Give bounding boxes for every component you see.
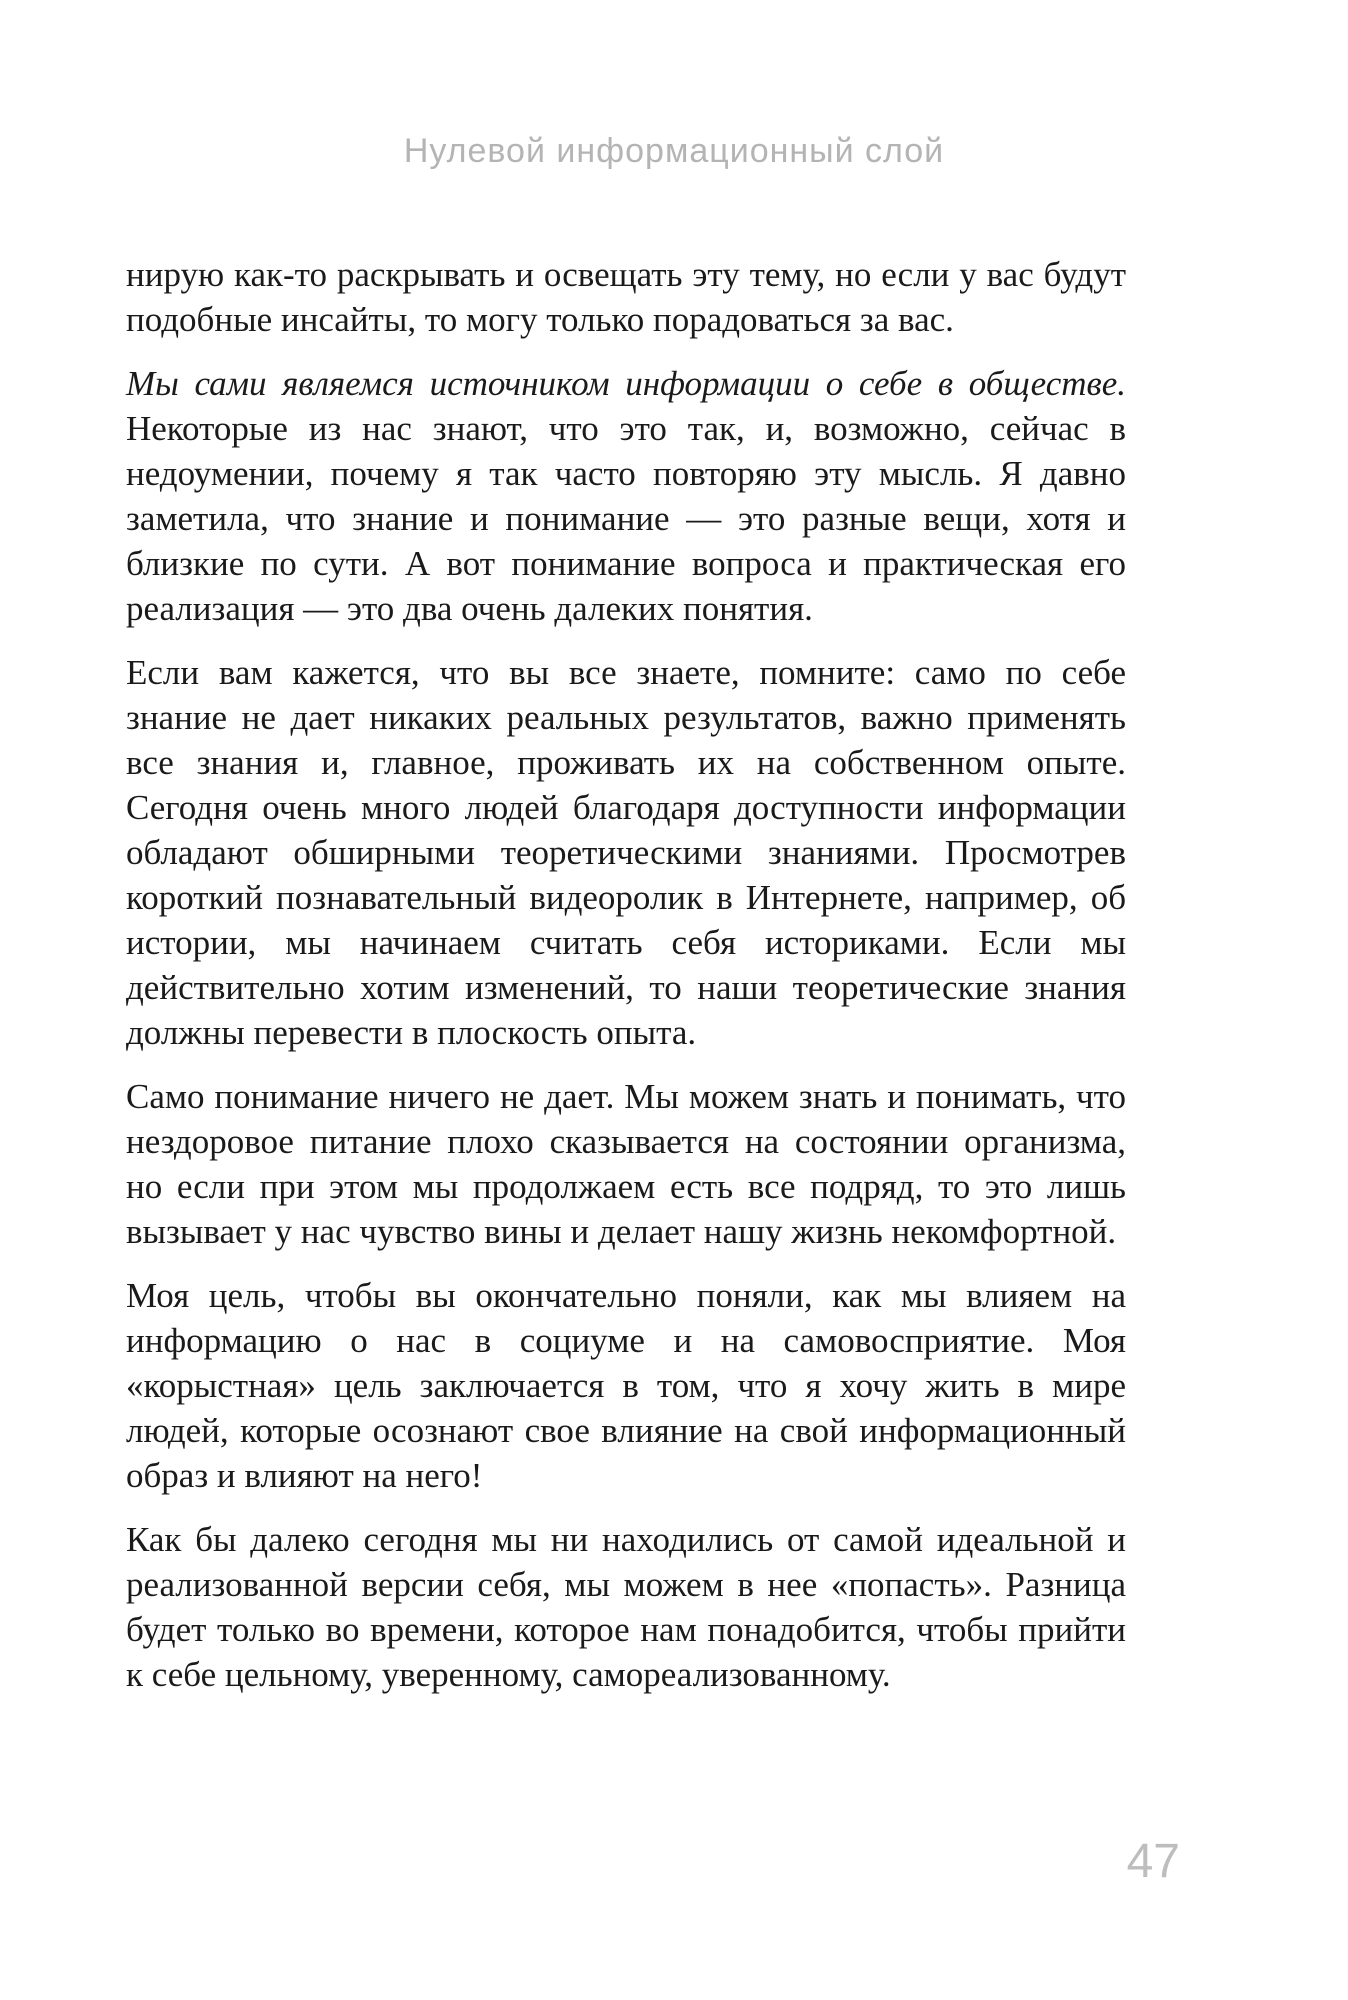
paragraph: Если вам кажется, что вы все знаете, помните: само по себе знание не дает никаких реальных результатов, важно применять все знания и, главное, проживать их на собственном опыте. Сегодня очень много людей благодаря доступности информации обладают обширными теоретическими знаниями. Просмотрев короткий познавательный видеоролик в Интернете, например, об истории, мы начинаем считать себя историками. Если мы действительно хотим изменений, то наши теоретические знания должны перевести в плоскость опыта. bbox=[126, 653, 1126, 1052]
running-header: Нулевой информационный слой bbox=[403, 132, 945, 170]
paragraph-body: Некоторые из нас знают, что это так, и, возможно, сейчас в недоумении, почему я так часто повторяю эту мысль. Я давно заметила, что знание и понимание — это разные вещи, хотя и близкие по сути. А вот понимание вопроса и практическая его реализация — это два очень далеких понятия. bbox=[126, 409, 1126, 628]
italic-lead: Мы сами являемся источником информации о себе в обществе. bbox=[126, 364, 1126, 403]
paragraph: нирую как-то раскрывать и освещать эту тему, но если у вас будут подобные инсайты, то могу только порадоваться за вас. bbox=[126, 255, 1126, 339]
paragraph: Само понимание ничего не дает. Мы можем знать и понимать, что нездоровое питание плохо сказывается на состоянии организма, но если при этом мы продолжаем есть все подряд, то это лишь вызывает у нас чувство вины и делает нашу жизнь некомфортной. bbox=[126, 1077, 1126, 1251]
paragraph: Моя цель, чтобы вы окончательно поняли, как мы влияем на информацию о нас в социуме и на самовосприятие. Моя «корыстная» цель заключается в том, что я хочу жить в мире людей, которые осознают свое влияние на свой информационный образ и влияют на него! bbox=[126, 1276, 1126, 1495]
paragraph bbox=[126, 361, 1126, 631]
body-text bbox=[126, 252, 1126, 1716]
paragraph: Как бы далеко сегодня мы ни находились от самой идеальной и реализованной версии себя, мы можем в нее «попасть». Разница будет только во времени, которое нам понадобится, чтобы прийти к себе цельному, уверенному, самореализованному. bbox=[126, 1520, 1126, 1694]
page-number: 47 bbox=[1126, 1835, 1180, 1888]
